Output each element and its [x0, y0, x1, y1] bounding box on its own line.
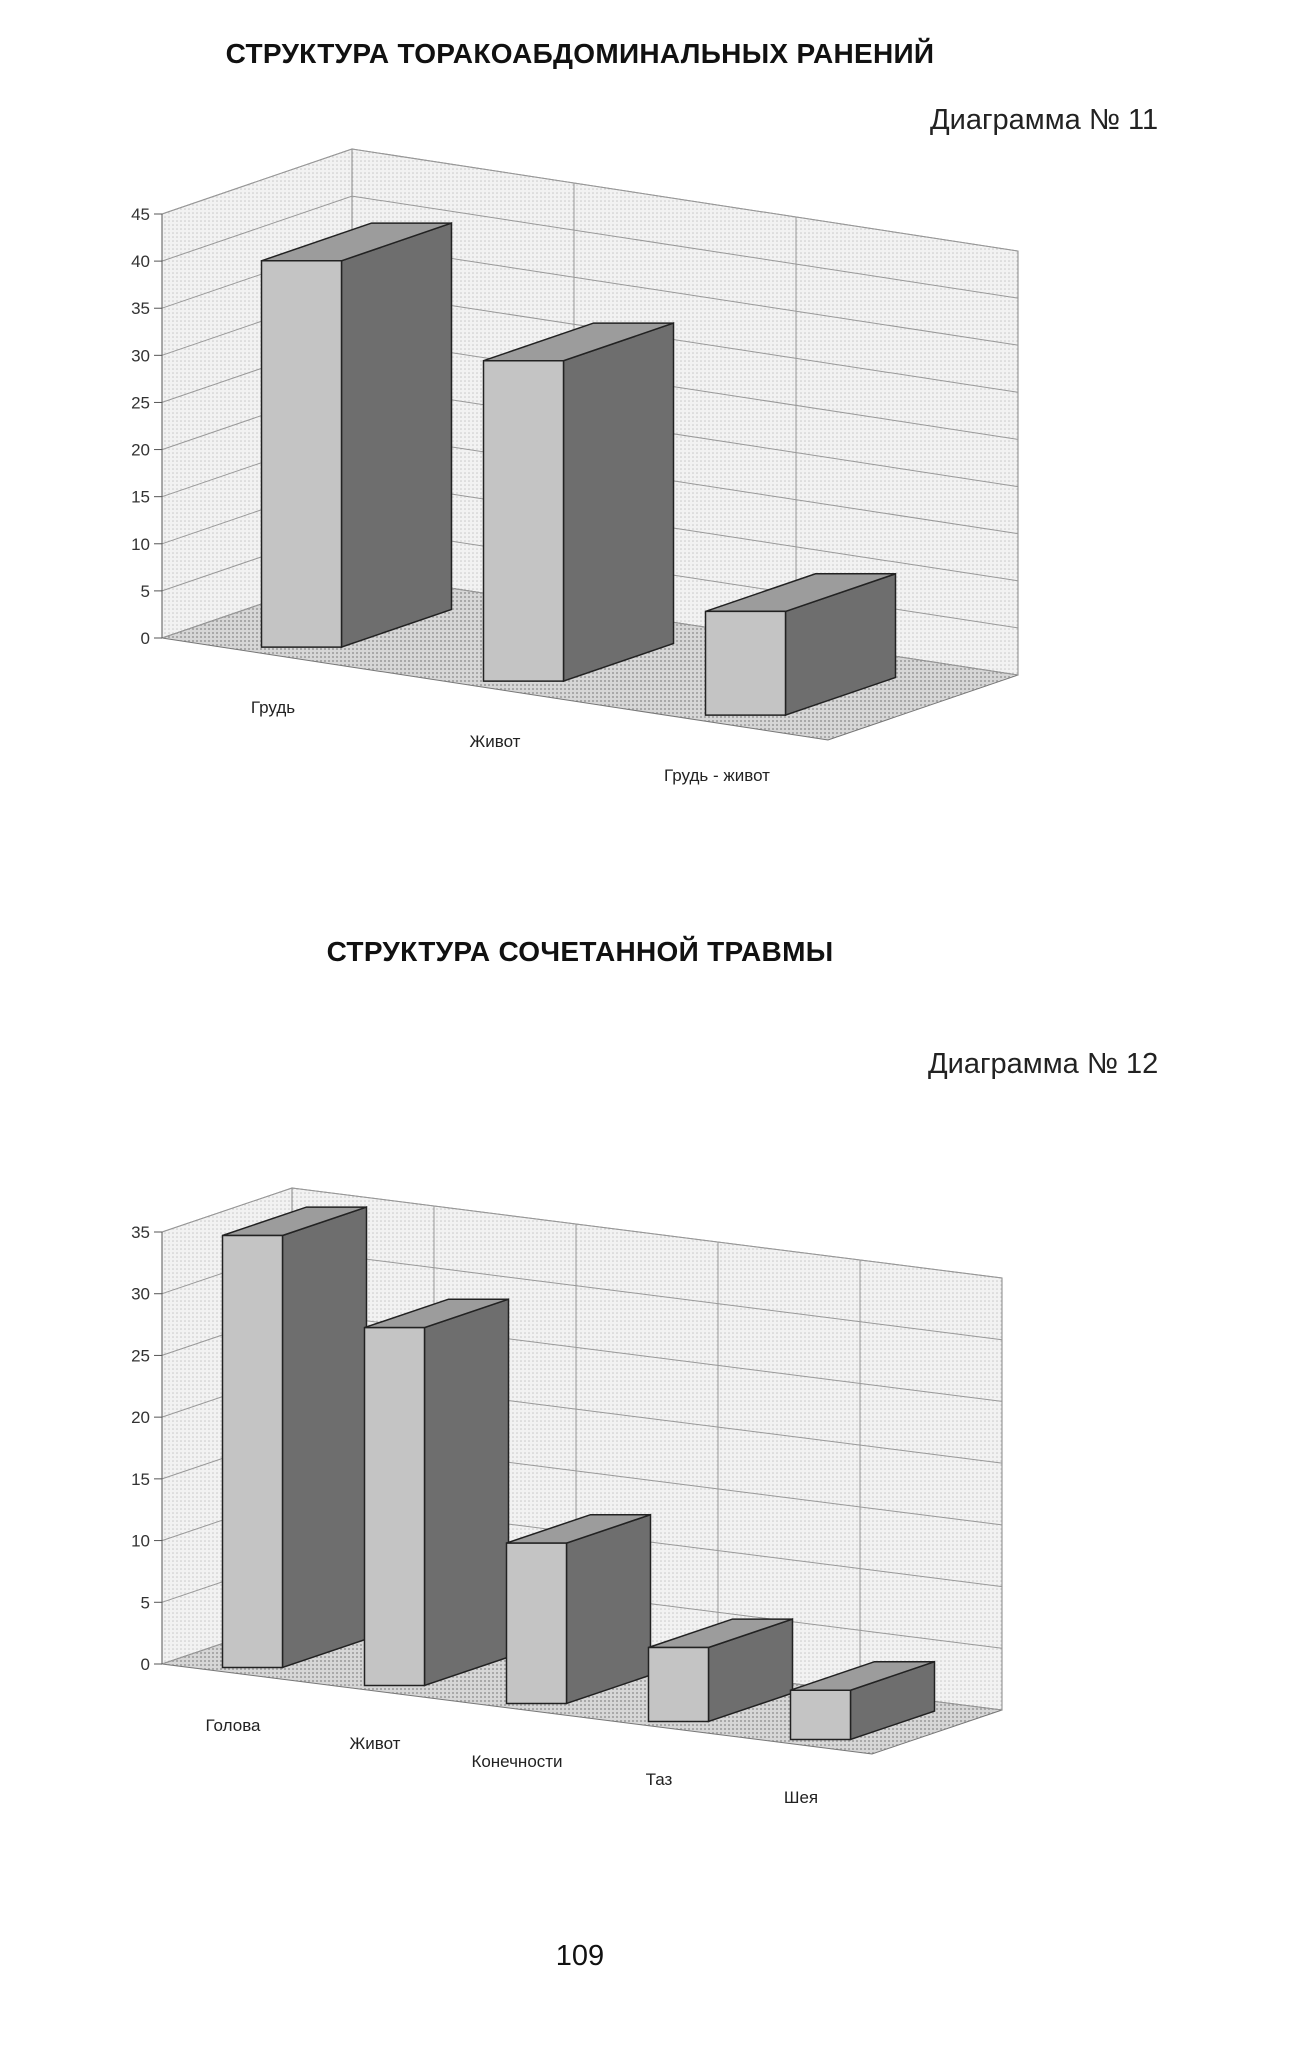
chart-2-ytick-label: 10 — [131, 1531, 150, 1551]
chart-1-bar-side — [342, 223, 452, 647]
chart-2-bar-side — [567, 1515, 651, 1704]
chart-2-bar-1 — [223, 1236, 283, 1668]
chart-1-ytick-label: 20 — [131, 440, 150, 460]
chart-1-ytick-label: 35 — [131, 299, 150, 319]
chart-2-ytick-label: 5 — [140, 1593, 150, 1613]
chart-2-category-label: Голова — [205, 1716, 261, 1735]
chart-2-category-label: Шея — [783, 1788, 819, 1807]
chart-1-category-label: Живот — [469, 732, 521, 751]
chart-2-category-label: Таз — [645, 1770, 673, 1789]
chart-1-category-label: Грудь - живот — [664, 766, 770, 785]
chart-1-bar-3 — [706, 611, 786, 715]
chart-2-ytick-label: 25 — [131, 1346, 150, 1366]
chart-1-ytick-label: 40 — [131, 252, 150, 272]
chart-2-bar-3 — [507, 1543, 567, 1703]
chart-2-ytick-label: 35 — [131, 1223, 150, 1242]
chart-1-bar-side — [564, 323, 674, 681]
chart-2-bar-2 — [365, 1328, 425, 1686]
chart-1-bar-2 — [484, 361, 564, 681]
chart-2-ytick-label: 0 — [140, 1655, 150, 1674]
chart-1-ytick-label: 10 — [131, 534, 150, 554]
chart-1-title: СТРУКТУРА ТОРАКОАБДОМИНАЛЬНЫХ РАНЕНИЙ — [225, 38, 935, 69]
chart-1-bar-1 — [262, 261, 342, 647]
chart-1-ytick-label: 45 — [131, 205, 150, 224]
chart-1-category-label: Грудь — [250, 698, 296, 717]
chart-2-bar-side — [425, 1299, 509, 1685]
chart-2-title: СТРУКТУРА СОЧЕТАННОЙ ТРАВМЫ — [326, 936, 834, 967]
chart-2-ytick-label: 15 — [131, 1469, 150, 1489]
chart-1-ytick-label: 5 — [140, 581, 150, 601]
chart-1-diagram-label: Диаграмма № 11 — [930, 104, 1159, 136]
chart-2-category-label: Живот — [349, 1734, 401, 1753]
chart-2-diagram-label: Диаграмма № 12 — [928, 1048, 1159, 1080]
chart-1-ytick-label: 30 — [131, 346, 150, 366]
chart-1-ytick-label: 25 — [131, 393, 150, 413]
chart-2-ytick-label: 30 — [131, 1284, 150, 1304]
page-number: 109 — [555, 1940, 605, 1972]
chart-2-category-label: Конечности — [471, 1752, 563, 1771]
chart-2 — [0, 1140, 1291, 1880]
chart-2-bar-5 — [791, 1690, 851, 1739]
chart-2-bar-side — [283, 1207, 367, 1667]
chart-1-ytick-label: 15 — [131, 487, 150, 507]
chart-2-ytick-label: 20 — [131, 1408, 150, 1428]
chart-2-bar-4 — [649, 1648, 709, 1722]
chart-1 — [0, 120, 1291, 940]
chart-1-ytick-label: 0 — [140, 629, 150, 648]
